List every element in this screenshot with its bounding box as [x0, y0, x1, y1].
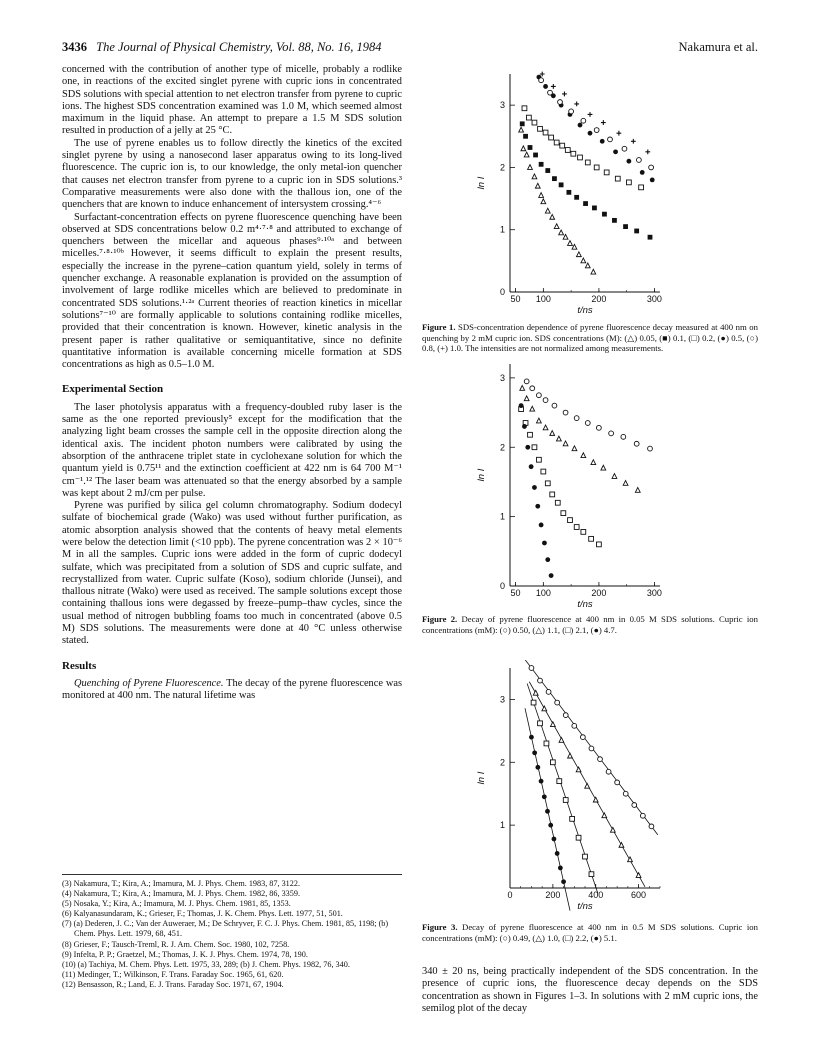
data-point — [648, 446, 653, 451]
run-in-heading: Quenching of Pyrene Fluorescence. — [74, 677, 224, 689]
data-point — [600, 139, 605, 144]
y-tick-label: 3 — [499, 372, 505, 383]
y-axis-label: ln I — [476, 468, 487, 482]
paragraph: Pyrene was purified by silica gel column chromatography. Sodium dodecyl sulfate of biochemical grade (Wako) was used without further purification, as atomic absorption analysis showed that the contents of heavy metal elements were below the detection limit (<10 ppb). The pyrene concentration was 2 × 10⁻⁶ M in all the samples. Cupric ions were added in the form of cupric dodecyl sulfate, which was precipitated from a solution of SDS and cupric sulfate, and recrystallized from water. Cupric sulfate (Koso), sodium chloride (Junsei), and thallous nitrate (Wako) were used as received. The sample solutions except those containing thallous ions were degassed by freeze–pump–thaw cycles, since the usual method of nitrogen bubbling foams too much in concentrated (above 0.5 M) SDS solutions. The measurements were done at 40 °C unless otherwise stated. — [62, 500, 402, 647]
section-heading: Results — [62, 659, 97, 672]
data-point — [565, 148, 570, 153]
series-4.7 — [519, 403, 554, 578]
data-point — [581, 529, 586, 534]
y-axis-label: ln I — [476, 771, 487, 785]
data-point — [545, 557, 550, 562]
reference: (11) Medinger, T.; Wilkinson, F. Trans. Faraday Soc. 1965, 61, 620. — [62, 969, 284, 979]
figure-3-plot — [470, 660, 670, 912]
figure-3 — [470, 660, 670, 912]
data-point — [536, 393, 541, 398]
data-point — [563, 441, 568, 446]
data-point — [541, 469, 546, 474]
data-point — [649, 824, 654, 829]
data-point — [580, 735, 585, 740]
data-point — [521, 146, 526, 151]
figure-3-caption — [422, 922, 758, 943]
data-point — [612, 474, 617, 479]
data-point — [601, 465, 606, 470]
data-point — [550, 760, 555, 765]
data-point — [635, 487, 640, 492]
data-point — [555, 851, 560, 856]
data-point — [604, 170, 609, 175]
data-point — [558, 100, 563, 105]
x-tick-label: 50 — [510, 588, 521, 598]
y-axis-label: ln I — [476, 176, 487, 190]
reference: (3) Nakamura, T.; Kira, A.; Imamura, M. J. Phys. Chem. 1983, 87, 3122. — [62, 879, 301, 888]
x-tick-label: 300 — [646, 588, 662, 598]
caption-label: Figure 1. — [422, 322, 456, 332]
data-point — [619, 842, 624, 847]
data-point — [594, 165, 599, 170]
data-point — [626, 180, 631, 185]
data-point — [532, 174, 537, 179]
data-point — [535, 765, 540, 770]
data-point — [522, 424, 527, 429]
data-point — [596, 542, 601, 547]
x-axis-label: t/ns — [577, 599, 593, 610]
data-point — [581, 453, 586, 458]
data-point — [519, 403, 524, 408]
data-point — [581, 258, 586, 263]
data-point — [621, 434, 626, 439]
data-point — [550, 431, 555, 436]
x-tick-label: 200 — [591, 588, 607, 598]
data-point — [528, 165, 533, 170]
data-point — [636, 873, 641, 878]
data-point — [529, 666, 534, 671]
data-point — [522, 106, 527, 111]
data-point — [556, 436, 561, 441]
data-point — [592, 206, 597, 211]
figure-2-plot — [470, 356, 670, 610]
data-point — [555, 700, 560, 705]
data-point — [538, 678, 543, 683]
reference: (10) (a) Tachiya, M. Chem. Phys. Lett. 1975, 33, 289; (b) J. Chem. Phys. 1982, 76, 340. — [62, 959, 350, 969]
data-point — [551, 84, 556, 89]
data-point — [640, 170, 645, 175]
data-point — [557, 779, 562, 784]
data-point — [585, 783, 590, 788]
data-point — [583, 854, 588, 859]
data-point — [530, 406, 535, 411]
x-tick-label: 100 — [535, 588, 551, 598]
reference: (6) Kalyanasundaram, K.; Grieser, F.; Thomas, J. K. Chem. Phys. Lett. 1977, 51, 501. — [62, 909, 343, 919]
data-point — [623, 791, 628, 796]
data-point — [542, 541, 547, 546]
data-point — [538, 126, 543, 131]
data-point — [585, 160, 590, 165]
figure-1-caption — [422, 322, 758, 354]
data-point — [610, 827, 615, 832]
data-point — [615, 176, 620, 181]
caption-text: Decay of pyrene fluorescence at 400 nm in 0.5 M SDS solutions. Cupric ion concentrations (mM): (○) 0.49, (△) 1.0, (□) 2.2, (●) 5.1. — [422, 922, 758, 943]
data-point — [535, 504, 540, 509]
data-point — [529, 464, 534, 469]
data-point — [536, 418, 541, 423]
data-point — [578, 123, 583, 128]
caption-text: Decay of pyrene fluorescence at 400 nm in 0.05 M SDS solutions. Cupric ion concentrations (mM): (○) 0.50, (△) 1.1, (□) 2.1, (●) 4.7. — [422, 614, 758, 635]
caption-text: SDS-concentration dependence of pyrene fluorescence decay measured at 400 nm on quenching by 2 mM cupric ion. SDS concentrations (M): (△) 0.05, (■) 0.1, (□) 0.2, (●) 0.5, (○) 0.8, (+) 1.0. The intensities are not normalized among measurements. — [422, 322, 758, 353]
figure-1 — [470, 66, 670, 316]
data-point — [574, 195, 579, 200]
y-tick-label: 0 — [499, 287, 505, 297]
data-point — [612, 218, 617, 223]
data-point — [559, 230, 564, 235]
data-point — [550, 722, 555, 727]
data-point — [626, 159, 631, 164]
y-tick-label: 3 — [499, 694, 505, 705]
data-point — [601, 120, 606, 125]
data-point — [570, 816, 575, 821]
data-point — [606, 769, 611, 774]
data-point — [636, 158, 641, 163]
figure-2-caption — [422, 614, 758, 635]
data-point — [532, 750, 537, 755]
y-tick-label: 1 — [499, 224, 505, 235]
data-point — [598, 757, 603, 762]
data-point — [524, 379, 529, 384]
data-point — [566, 190, 571, 195]
data-point — [539, 162, 544, 167]
data-point — [591, 460, 596, 465]
reference: (5) Nosaka, Y.; Kira, A.; Imamura, M. J. Phys. Chem. 1981, 85, 1353. — [62, 899, 291, 909]
data-point — [588, 131, 593, 136]
paragraph: Surfactant-concentration effects on pyrene fluorescence quenching have been observed at SDS concentrations below 0.2 m⁴·⁷·⁸ and attributed to exchange of quenchers between the micellar and aqueous phases⁹·¹⁰ᵃ and between micelles.⁷·⁸·¹⁰ᵇ However, it seems difficult to explain the present results, especially the increase in the pyrene–cation quantum yield, solely in terms of quencher exchange. A reasonable explanation is provided on the assumption of involvement of large rodlike micelles which are believed to predominate in concentrated SDS solutions.¹·²ᵃ Current theories of reaction kinetics in micellar solutions⁷⁻¹⁰ are formally applicable to solutions containing rodlike micelles, provided that their concentration is known. However, kinetic analysis in the present paper is rather qualitative or semiquantitative, since no definite quantitative information is available concerning micelle formation at SDS concentrations as high as 0.5–1.0 M. — [62, 211, 402, 371]
data-point — [632, 803, 637, 808]
data-point — [543, 398, 548, 403]
data-point — [602, 212, 607, 217]
y-tick-label: 2 — [499, 162, 505, 173]
data-point — [549, 573, 554, 578]
paragraph — [62, 678, 402, 703]
data-point — [539, 78, 544, 83]
data-point — [544, 741, 549, 746]
data-point — [555, 500, 560, 505]
reference: (7) (a) Dederen, J. C.; Van der Auweraer, M.; De Schryver, F. C. J. Phys. Chem. 1981, 85, 1198; (b) Chem. Phys. Lett. 1979, 68, 451. — [62, 919, 389, 939]
data-point — [525, 445, 530, 450]
data-point — [596, 425, 601, 430]
data-point — [531, 700, 536, 705]
data-point — [548, 90, 553, 95]
y-tick-label: 2 — [499, 757, 505, 768]
data-point — [593, 797, 598, 802]
caption-label: Figure 2. — [422, 614, 458, 624]
data-point — [552, 837, 557, 842]
data-point — [609, 431, 614, 436]
data-point — [572, 244, 577, 249]
data-point — [542, 706, 547, 711]
data-point — [640, 813, 645, 818]
data-point — [568, 518, 573, 523]
data-point — [585, 263, 590, 268]
x-tick-label: 200 — [545, 890, 561, 900]
data-point — [533, 690, 538, 695]
data-point — [560, 143, 565, 148]
data-point — [554, 140, 559, 145]
data-point — [550, 492, 555, 497]
series-5.1 — [529, 735, 566, 884]
data-point — [576, 835, 581, 840]
series-0.49 — [529, 666, 654, 829]
y-tick-label: 1 — [499, 511, 505, 522]
series-0.50 — [524, 379, 652, 451]
data-point — [561, 879, 566, 884]
right-column-text: 340 ± 20 ns, being practically independent of the SDS concentration. In the presence of cupric ions, the fluorescence decay depends on the SDS concentration as shown in Figures 1–3. In solutions with 2 mM cupric ions, the semilog plot of the decay — [422, 966, 758, 1014]
data-point — [554, 224, 559, 229]
data-point — [571, 151, 576, 156]
data-point — [548, 823, 553, 828]
data-point — [535, 183, 540, 188]
data-point — [559, 737, 564, 742]
series-0.8 — [539, 78, 654, 170]
data-point — [645, 149, 650, 154]
data-point — [539, 523, 544, 528]
data-point — [549, 135, 554, 140]
data-point — [545, 481, 550, 486]
data-point — [546, 689, 551, 694]
data-point — [585, 421, 590, 426]
data-point — [542, 794, 547, 799]
x-tick-label: 600 — [631, 890, 647, 900]
x-tick-label: 300 — [646, 294, 662, 304]
data-point — [615, 780, 620, 785]
data-point — [519, 127, 524, 132]
data-point — [581, 118, 586, 123]
x-axis-label: t/ns — [577, 305, 593, 316]
data-point — [572, 446, 577, 451]
data-point — [589, 872, 594, 877]
data-point — [530, 386, 535, 391]
data-point — [543, 84, 548, 89]
x-tick-label: 400 — [588, 890, 604, 900]
data-point — [563, 713, 568, 718]
data-point — [559, 182, 564, 187]
data-point — [532, 120, 537, 125]
data-point — [538, 721, 543, 726]
x-tick-label: 100 — [535, 294, 551, 304]
data-point — [574, 101, 579, 106]
data-point — [578, 155, 583, 160]
data-point — [526, 115, 531, 120]
data-point — [529, 735, 534, 740]
data-point — [648, 235, 653, 240]
series-1.0 — [533, 690, 641, 877]
data-point — [591, 269, 596, 274]
data-point — [520, 385, 525, 390]
data-point — [524, 152, 529, 157]
data-point — [545, 168, 550, 173]
data-point — [574, 416, 579, 421]
data-point — [558, 865, 563, 870]
data-point — [545, 208, 550, 213]
data-point — [576, 767, 581, 772]
left-column — [62, 64, 402, 703]
x-axis-label: t/ns — [577, 901, 593, 912]
data-point — [536, 457, 541, 462]
reference: (9) Infelta, P. P.; Graetzel, M.; Thomas, J. K. J. Phys. Chem. 1974, 78, 190. — [62, 949, 308, 959]
data-point — [539, 779, 544, 784]
data-point — [634, 441, 639, 446]
caption-label: Figure 3. — [422, 922, 458, 932]
running-authors: Nakamura et al. — [678, 40, 758, 54]
data-point — [569, 109, 574, 114]
series-2.1 — [519, 407, 602, 547]
y-tick-label: 2 — [499, 442, 505, 453]
data-point — [608, 137, 613, 142]
page-number: 3436 — [62, 40, 87, 54]
data-point — [634, 229, 639, 234]
data-point — [622, 146, 627, 151]
data-point — [602, 813, 607, 818]
data-point — [563, 410, 568, 415]
data-point — [631, 139, 636, 144]
data-point — [541, 199, 546, 204]
data-point — [576, 252, 581, 257]
data-point — [552, 176, 557, 181]
data-point — [574, 525, 579, 530]
data-point — [568, 753, 573, 758]
data-point — [545, 809, 550, 814]
data-point — [552, 403, 557, 408]
data-point — [539, 193, 544, 198]
reference: (4) Nakamura, T.; Kira, A.; Imamura, M. J. Phys. Chem. 1982, 86, 3359. — [62, 889, 301, 899]
x-tick-label: 0 — [507, 890, 513, 900]
data-point — [532, 445, 537, 450]
reference: (12) Bensasson, R.; Land, E. J. Trans. Faraday Soc. 1971, 67, 1904. — [62, 979, 284, 989]
data-point — [543, 425, 548, 430]
series-0.1 — [520, 121, 653, 239]
data-point — [572, 723, 577, 728]
data-point — [616, 131, 621, 136]
data-point — [639, 185, 644, 190]
paragraph-text: The decay of the pyrene fluorescence was monitored at 400 nm. The natural lifetime was — [62, 677, 402, 702]
data-point — [523, 134, 528, 139]
data-point — [562, 92, 567, 97]
data-point — [520, 121, 525, 126]
data-point — [649, 165, 654, 170]
data-point — [561, 511, 566, 516]
data-point — [623, 224, 628, 229]
data-point — [550, 214, 555, 219]
paragraph: The use of pyrene enables us to follow directly the kinetics of the excited singlet pyrene by using a nanosecond laser apparatus owing to its long-lived fluorescence. The cupric ion is, to our knowledge, the only metal-ion quencher that causes net electron transfer from pyrene to a cupric ion in SDS solutions.³ Comparative measurements were also done with the thallous ion, one of the quenchers that are known to induce enhancement of intersystem crossing.⁴⁻⁶ — [62, 137, 402, 211]
data-point — [528, 432, 533, 437]
y-tick-label: 0 — [499, 581, 505, 591]
data-point — [650, 177, 655, 182]
data-point — [594, 128, 599, 133]
section-heading: Experimental Section — [62, 383, 164, 396]
data-point — [613, 149, 618, 154]
x-tick-label: 50 — [510, 294, 521, 304]
paragraph: The laser photolysis apparatus with a frequency-doubled ruby laser is the same as the one reported previously⁵ except for the modification that the analyzing light beam crosses the sample cell in the opposite direction along the identical axis. The incident photon numbers were calibrated by using the absorption of the anthracene triplet state in cyclohexane solution for which the quantum yield is 0.75¹¹ and the extinction coefficient at 422 nm is 64 700 M⁻¹ cm⁻¹.¹² The laser beam was attenuated so that the energy absorbed by a sample was kept about 2 mJ/cm per pulse. — [62, 401, 402, 499]
data-point — [543, 130, 548, 135]
data-point — [532, 485, 537, 490]
figure-2 — [470, 356, 670, 610]
x-tick-label: 200 — [591, 294, 607, 304]
data-point — [583, 201, 588, 206]
figure-1-plot — [470, 66, 670, 316]
data-point — [589, 746, 594, 751]
data-point — [528, 145, 533, 150]
data-point — [568, 241, 573, 246]
data-point — [623, 481, 628, 486]
data-point — [563, 798, 568, 803]
journal-title: The Journal of Physical Chemistry, Vol. 88, No. 16, 1984 — [96, 40, 382, 54]
y-tick-label: 3 — [499, 100, 505, 111]
data-point — [589, 536, 594, 541]
data-point — [524, 396, 529, 401]
page-header — [62, 40, 758, 56]
data-point — [533, 153, 538, 158]
reference: (8) Grieser, F.; Tausch-Treml, R. J. Am. Chem. Soc. 1980, 102, 7258. — [62, 939, 290, 949]
y-tick-label: 1 — [499, 820, 505, 831]
paragraph: concerned with the contribution of another type of micelle, probably a rodlike one, in reactions of the excited singlet pyrene with cupric ions in concentrated SDS solutions with special attention to net electron transfer from pyrene to cupric ions. The highest SDS concentration examined was 1.0 M, which seemed almost maximum in the liquid phase. An attempt to prepare a 1.5 M SDS solution resulted in production of a jelly at 25 °C. — [62, 64, 402, 137]
data-point — [588, 112, 593, 117]
references — [62, 874, 402, 990]
